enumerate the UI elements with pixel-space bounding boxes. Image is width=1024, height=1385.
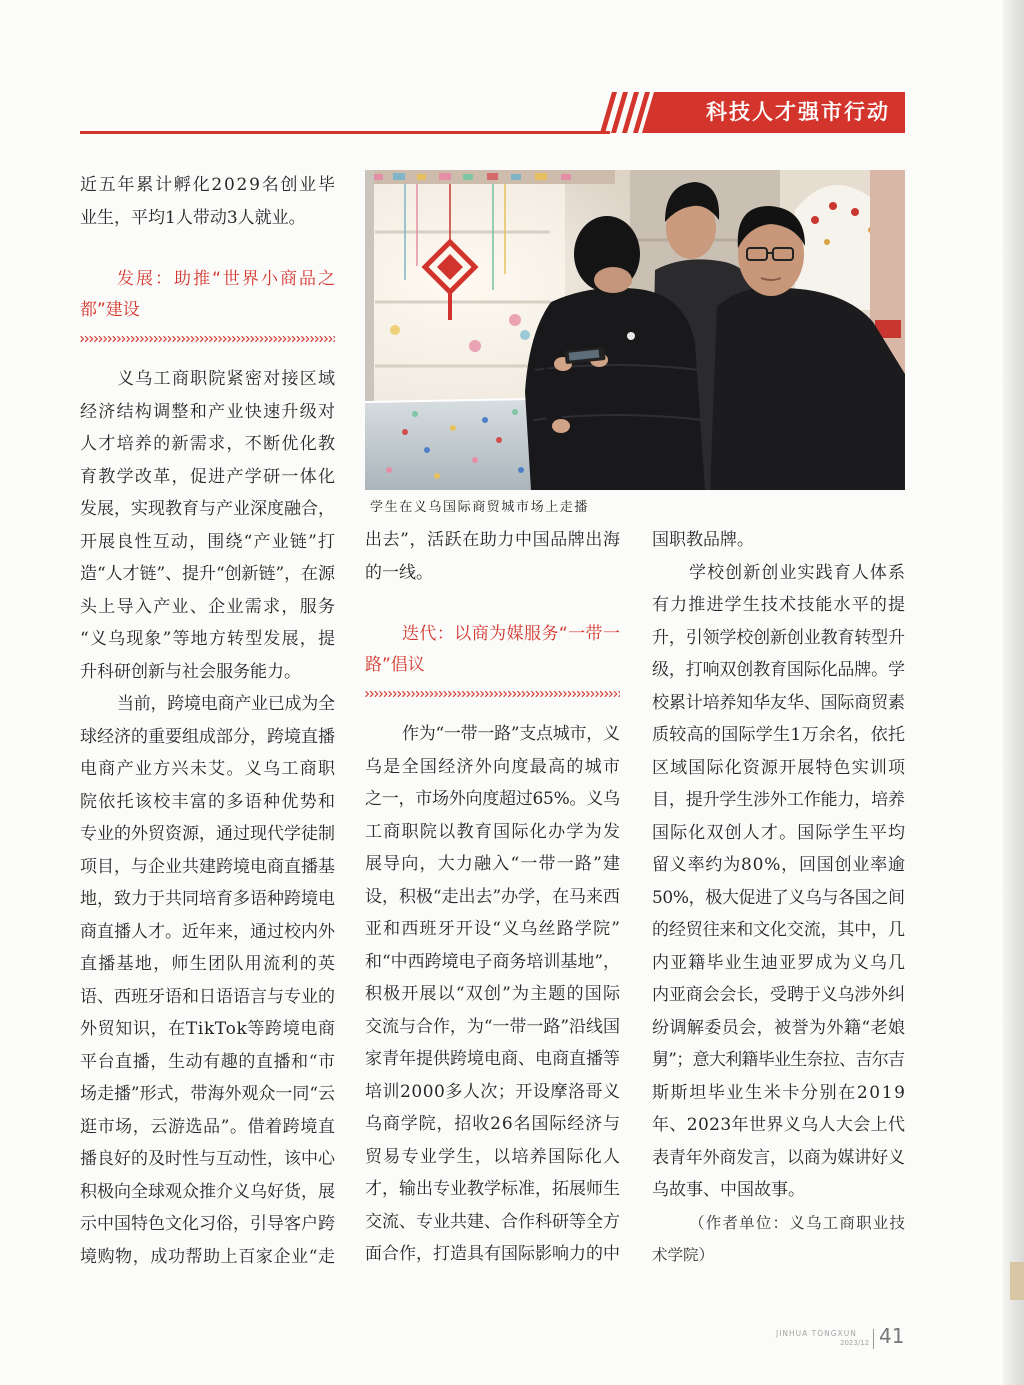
text-line-row: [365, 1011, 620, 1044]
paragraph: [80, 363, 335, 688]
text-line-row: [652, 979, 905, 1012]
text-line-row: [80, 591, 335, 624]
text-line-row: [80, 753, 335, 786]
byline-line: （作者单位：义乌工商职业技: [689, 1213, 907, 1232]
text-line-row: [652, 752, 905, 785]
text-line-row: [365, 816, 620, 849]
body-text-line: 平台直播，生动有趣的直播和“市: [80, 1051, 336, 1072]
body-text-line: 年、2023年世界义乌人大会上代: [652, 1115, 906, 1135]
body-text-line: 质较高的国际学生1万余名，依托: [652, 725, 906, 745]
text-line-row: [80, 948, 335, 981]
text-line-row: [80, 1078, 335, 1111]
body-text-line: 培训2000多人次；开设摩洛哥义: [365, 1081, 621, 1102]
body-text-line: 造“人才链”、提升“创新链”，在源: [80, 564, 335, 584]
body-text-line: 乌是全国经济外向度最高的城市: [365, 756, 622, 777]
body-text-line: 积极向全球观众推介义乌好货，展: [80, 1181, 335, 1202]
text-line-row: [365, 557, 620, 590]
body-text-line: 播良好的及时性与互动性，该中心: [80, 1149, 335, 1169]
body-text-line: 贸易专业学生，以培养国际化人: [365, 1146, 622, 1167]
body-text-line: 的一线。: [365, 562, 433, 583]
heading-line: 路”倡议: [365, 655, 425, 675]
body-text-line: 国职教品牌。: [652, 530, 754, 550]
text-line-row: [80, 688, 335, 721]
section-heading: [365, 619, 620, 681]
text-line-row: [80, 981, 335, 1014]
body-text-line: 球经济的重要组成部分，跨境直播: [80, 726, 335, 747]
body-text-line: 场走播”形式，带海外观众一同“云: [80, 1084, 335, 1104]
text-line-row: [365, 619, 620, 650]
body-text-line: 示中国特色文化习俗，引导客户跨: [80, 1214, 335, 1234]
body-text-line: 语、西班牙语和日语语言与专业的: [80, 986, 335, 1007]
section-divider-arrows: [365, 683, 620, 691]
heading-line: 发展：助推“世界小商品之: [117, 269, 338, 289]
body-text-line: 交流与合作，为“一带一路”沿线国: [365, 1016, 620, 1037]
text-line-row: [652, 1109, 905, 1142]
text-line-row: [365, 1141, 620, 1174]
footer-magazine-name: JINHUA TONGXUN: [776, 1329, 857, 1338]
text-line-row: [652, 524, 905, 557]
text-line-row: [365, 751, 620, 784]
byline-line: 术学院）: [652, 1246, 715, 1264]
text-line-row: [80, 558, 335, 591]
text-column-middle: [365, 524, 620, 1271]
text-line-row: [365, 1043, 620, 1076]
text-line-row: [80, 1241, 335, 1274]
body-text-line: 业生，平均1人带动3人就业。: [80, 207, 306, 228]
text-line-row: [80, 428, 335, 461]
text-line-row: [365, 946, 620, 979]
text-line-row: [365, 1238, 620, 1271]
body-text-line: 斯斯坦毕业生米卡分别在2019: [652, 1082, 907, 1103]
body-text-line: 头上导入产业、企业需求，服务: [80, 596, 337, 617]
body-text-line: 发展，实现教育与产业深度融合，: [80, 499, 335, 519]
text-line-row: [80, 1176, 335, 1209]
text-line-row: [80, 526, 335, 559]
body-text-line: 区域国际化资源开展特色实训项: [652, 757, 907, 778]
text-line-row: [652, 1174, 905, 1207]
body-text-line: 级，打响双创教育国际化品牌。学: [652, 660, 905, 680]
paragraph: [80, 688, 335, 1273]
body-text-line: 校累计培养知华友华、国际商贸素: [652, 692, 905, 713]
body-text-line: 才，输出专业教学标准，拓展师生: [365, 1179, 620, 1199]
body-text-line: 家青年提供跨境电商、电商直播等: [365, 1049, 620, 1069]
paragraph: [652, 557, 905, 1207]
photo: [365, 170, 905, 490]
text-line-row: [365, 1076, 620, 1109]
body-text-line: 国际化双创人才。国际学生平均: [652, 822, 907, 843]
text-line-row: [652, 719, 905, 752]
body-text-line: 外贸知识，在TikTok等跨境电商: [80, 1019, 336, 1039]
body-text-line: 开展良性互动，围绕“产业链”打: [80, 531, 337, 552]
text-line-row: [80, 396, 335, 429]
text-line-row: [365, 978, 620, 1011]
body-text-line: 50%，极大促进了义乌与各国之间: [652, 887, 905, 908]
body-text-line: 义乌工商职院紧密对接区域: [117, 369, 337, 389]
body-text-line: 面合作，打造具有国际影响力的中: [365, 1244, 620, 1264]
text-column-right: [652, 524, 905, 1272]
body-text-line: 展导向，大力融入“一带一路”建: [365, 854, 622, 874]
text-line-row: [80, 1208, 335, 1241]
text-column-left: [80, 169, 338, 1273]
heading-line: 迭代：以商为媒服务“一带一: [402, 624, 621, 644]
text-line-row: [365, 1173, 620, 1206]
text-line-row: [80, 1143, 335, 1176]
heading-line: 都”建设: [80, 300, 140, 320]
text-line-row: [80, 818, 335, 851]
text-line-row: [80, 493, 335, 526]
body-text-line: 乌商学院，招收26名国际经济与: [365, 1114, 621, 1134]
paragraph: [365, 718, 620, 1271]
text-line-row: [652, 817, 905, 850]
body-text-line: 地，致力于共同培育多语种跨境电: [80, 889, 335, 909]
text-line-row: [652, 1077, 905, 1110]
footer-issue: 2023/12: [840, 1339, 870, 1347]
body-text-line: 作为“一带一路”支点城市，义: [402, 724, 620, 744]
body-text-line: 和“中西跨境电子商务培训基地”，: [365, 951, 620, 972]
body-text-line: 近五年累计孵化2029名创业毕: [80, 175, 337, 195]
body-text-line: 舅”；意大利籍毕业生奈拉、吉尔吉: [652, 1050, 905, 1070]
body-text-line: 学校创新创业实践育人体系: [689, 562, 907, 583]
text-line-row: [80, 461, 335, 494]
body-text-line: 当前，跨境电商产业已成为全: [117, 694, 335, 714]
photo-caption: 学生在义乌国际商贸城市场上走播: [370, 500, 590, 515]
text-line-row: [652, 849, 905, 882]
text-line-row: [365, 881, 620, 914]
body-text-line: 目，提升学生涉外工作能力，培养: [652, 790, 905, 810]
section-divider-arrows: [80, 328, 335, 336]
body-text-line: 人才培养的新需求，不断优化教: [80, 434, 337, 454]
body-text-line: 积极开展以“双创”为主题的国际: [365, 984, 622, 1004]
body-text-line: 内亚商会会长，受聘于义乌涉外纠: [652, 985, 905, 1005]
text-line-row: [652, 589, 905, 622]
body-text-line: 升科研创新与社会服务能力。: [80, 661, 301, 682]
text-line-row: [365, 783, 620, 816]
header-rule: [80, 131, 610, 134]
body-text-line: 工商职院以教育国际化办学为发: [365, 821, 622, 842]
text-line-row: [652, 1207, 905, 1240]
text-line-row: [80, 786, 335, 819]
body-text-line: 交流、专业共建、合作科研等全方: [365, 1211, 620, 1232]
text-line-row: [652, 784, 905, 817]
text-line-row: [80, 202, 335, 235]
footer-separator: [873, 1329, 874, 1349]
paragraph: [365, 524, 620, 589]
page-number: 41: [879, 1324, 905, 1348]
body-text-line: 的经贸往来和文化交流，其中，几: [652, 920, 905, 940]
body-text-line: 乌故事、中国故事。: [652, 1180, 805, 1200]
body-text-line: “义乌现象”等地方转型发展，提: [80, 629, 337, 649]
body-text-line: 直播基地，师生团队用流利的英: [80, 954, 337, 974]
text-line-row: [80, 363, 335, 396]
body-text-line: 纷调解委员会，被誉为外籍“老娘: [652, 1017, 906, 1038]
body-text-line: 升，引领学校创新创业教育转型升: [652, 627, 905, 648]
text-line-row: [652, 914, 905, 947]
text-line-row: [365, 650, 620, 681]
text-line-row: [365, 1206, 620, 1239]
body-text-line: 电商产业方兴未艾。义乌工商职: [80, 759, 337, 779]
text-line-row: [80, 1046, 335, 1079]
text-line-row: [365, 913, 620, 946]
body-text-line: 内亚籍毕业生迪亚罗成为义乌几: [652, 952, 907, 973]
text-line-row: [652, 557, 905, 590]
text-line-row: [80, 721, 335, 754]
text-line-row: [652, 622, 905, 655]
text-line-row: [80, 169, 335, 202]
text-line-row: [365, 1108, 620, 1141]
text-line-row: [365, 848, 620, 881]
text-line-row: [365, 524, 620, 557]
body-text-line: 留义率约为80%，回国创业率逾: [652, 855, 906, 875]
body-text-line: 境购物，成功帮助上百家企业“走: [80, 1246, 336, 1267]
body-text-line: 有力推进学生技术技能水平的提: [652, 595, 907, 615]
text-line-row: [80, 295, 335, 326]
text-line-row: [652, 947, 905, 980]
body-text-line: 逛市场，云游选品”。借着跨境直: [80, 1116, 336, 1137]
author-affiliation: [652, 1207, 905, 1272]
body-text-line: 育教学改革，促进产学研一体化: [80, 466, 337, 487]
text-line-row: [80, 883, 335, 916]
text-line-row: [80, 916, 335, 949]
body-text-line: 设，积极“走出去”办学，在马来西: [365, 886, 620, 907]
page-edge-tan-patch: [1010, 1262, 1024, 1300]
body-text-line: 经济结构调整和产业快速升级对: [80, 401, 337, 422]
page-edge-shadow: [1003, 0, 1024, 1385]
body-text-line: 院依托该校丰富的多语种优势和: [80, 791, 337, 812]
section-title: 科技人才强市行动: [706, 100, 890, 124]
body-text-line: 亚和西班牙开设“义乌丝路学院”: [365, 919, 622, 939]
text-line-row: [80, 1013, 335, 1046]
text-line-row: [80, 264, 338, 295]
text-line-row: [365, 718, 620, 751]
body-text-line: 项目，与企业共建跨境电商直播基: [80, 856, 335, 877]
text-line-row: [652, 1142, 905, 1175]
text-line-row: [652, 1239, 905, 1272]
paragraph: [80, 169, 335, 234]
text-line-row: [80, 1111, 335, 1144]
text-line-row: [652, 882, 905, 915]
text-line-row: [652, 1044, 905, 1077]
text-line-row: [80, 656, 335, 689]
text-line-row: [80, 623, 335, 656]
text-line-row: [652, 654, 905, 687]
paragraph: [652, 524, 905, 557]
body-text-line: 专业的外贸资源，通过现代学徒制: [80, 824, 335, 844]
text-line-row: [652, 1012, 905, 1045]
text-line-row: [652, 687, 905, 720]
body-text-line: 之一，市场外向度超过65%。义乌: [365, 789, 620, 809]
section-heading: [80, 264, 338, 326]
text-line-row: [80, 851, 335, 884]
body-text-line: 商直播人才。近年来，通过校内外: [80, 921, 335, 942]
body-text-line: 出去”，活跃在助力中国品牌出海: [365, 530, 621, 550]
body-text-line: 表青年外商发言，以商为媒讲好义: [652, 1147, 905, 1168]
